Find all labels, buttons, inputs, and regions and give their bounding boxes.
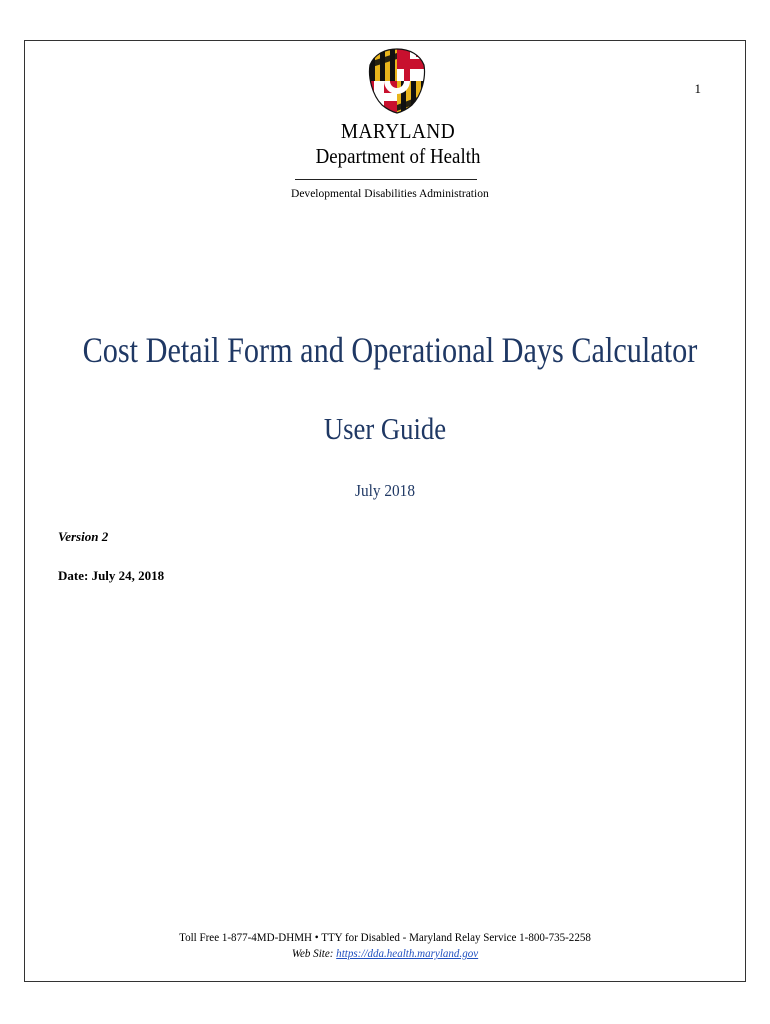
maryland-seal-icon — [366, 45, 428, 115]
logo-divider — [295, 179, 477, 180]
footer-website — [54, 945, 716, 961]
footer-contact: Toll Free 1-877-4MD-DHMH • TTY for Disabled - Maryland Relay Service 1-800-735-2258 — [179, 930, 591, 944]
date-line: Date: July 24, 2018 — [58, 568, 165, 583]
page-number: 1 — [694, 81, 701, 96]
document-subtitle: User Guide — [323, 411, 447, 446]
logo-maryland-text: MARYLAND — [340, 119, 456, 143]
website-link[interactable]: https://dda.health.maryland.gov — [336, 946, 479, 960]
document-title: Cost Detail Form and Operational Days Calculator — [82, 330, 698, 370]
document-page — [24, 40, 746, 982]
website-label: Web Site: — [291, 946, 337, 960]
logo-department-text: Department of Health — [315, 144, 481, 168]
version-label: Version 2 — [58, 529, 109, 544]
page-footer — [25, 929, 745, 961]
maryland-health-logo — [293, 41, 503, 211]
logo-administration-text: Developmental Disabilities Administration — [291, 186, 489, 200]
publish-date: July 2018 — [355, 481, 415, 500]
